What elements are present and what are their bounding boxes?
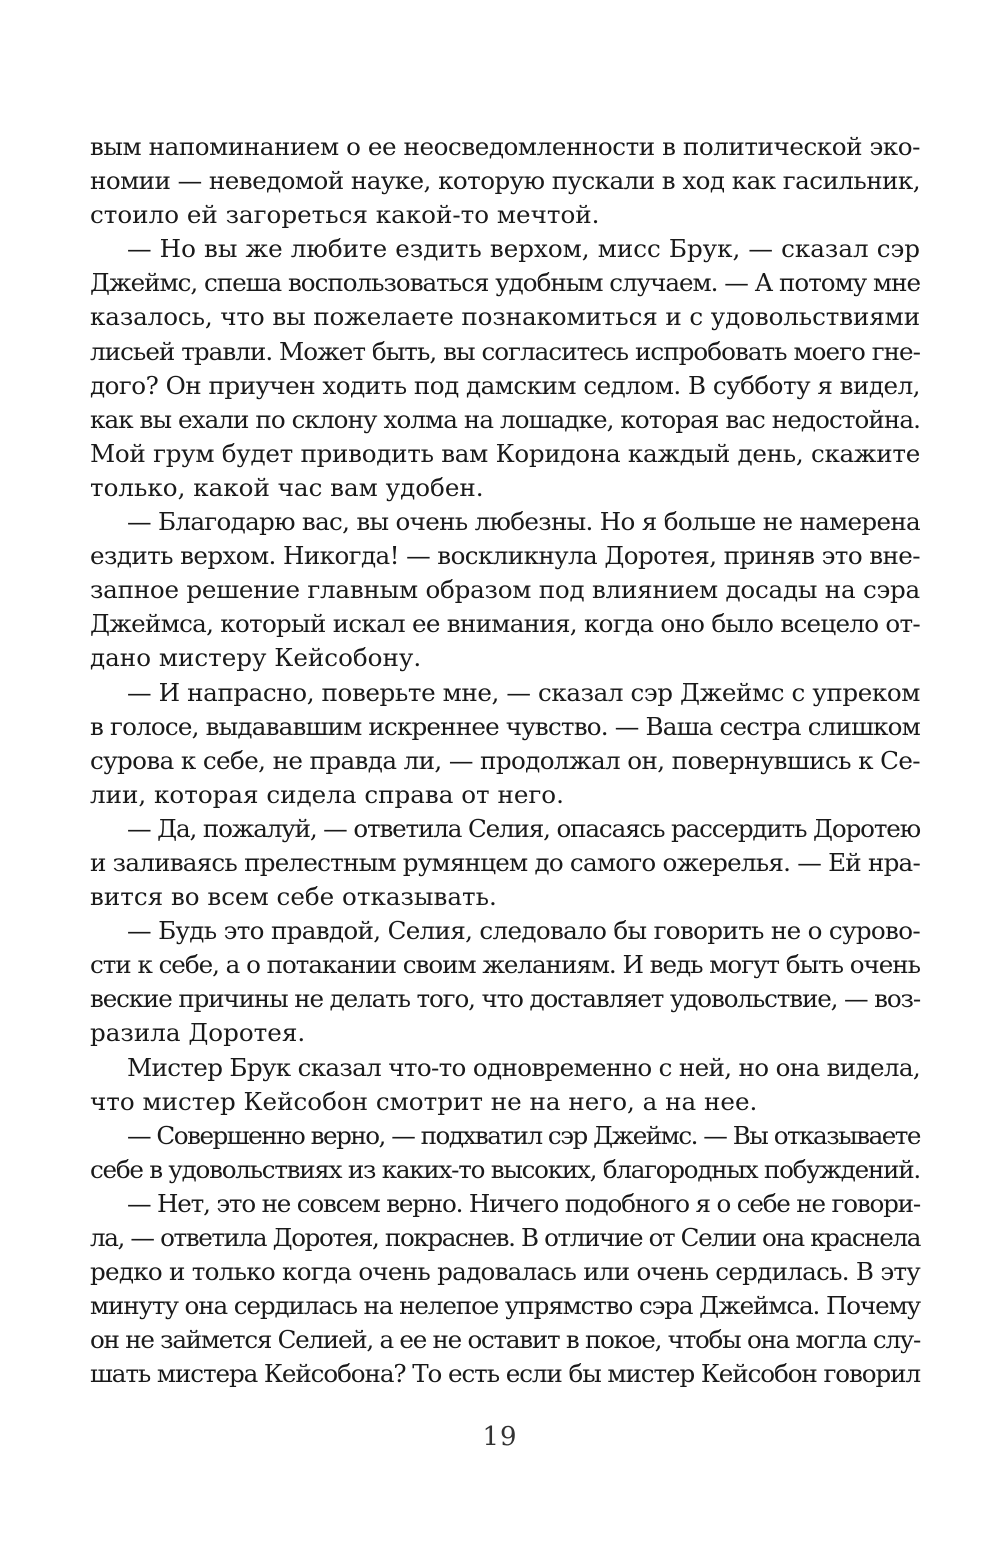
text-line: лии, которая сидела справа от него. <box>90 779 564 809</box>
text-line: только, какой час вам удобен. <box>90 472 484 502</box>
text-line: веские причины не делать того, что доставляет удовольствие, — воз- <box>90 984 920 1014</box>
text-line: дано мистеру Кейсобону. <box>90 643 422 673</box>
text-line: в голосе, выдававшим искреннее чувство. — Ваша сестра слишком <box>90 711 920 741</box>
page-number: 19 <box>482 1422 518 1452</box>
text-line: казалось, что вы пожелаете познакомиться и с удовольствиями <box>90 302 920 332</box>
text-line: сти к себе, а о потакании своим желаниям. И ведь могут быть очень <box>90 950 920 980</box>
text-line: он не займется Селией, а ее не оставит в покое, чтобы она могла слу- <box>90 1325 920 1355</box>
text-line: номии — неведомой науке, которую пускали в ход как гасильник, <box>90 166 920 196</box>
text-line: запное решение главным образом под влиянием досады на сэра <box>90 575 920 605</box>
text-line: Джеймса, который искал ее внимания, когда оно было всецело от- <box>90 609 920 639</box>
text-line: — Совершенно верно, — подхватил сэр Джеймс. — Вы отказываете <box>127 1120 920 1150</box>
text-line: Джеймс, спеша воспользоваться удобным случаем. — А потому мне <box>90 268 920 298</box>
text-line: — Но вы же любите ездить верхом, мисс Брук, — сказал сэр <box>127 234 920 264</box>
text-line: Мой грум будет приводить вам Коридона каждый день, скажите <box>90 438 920 468</box>
text-line: ездить верхом. Никогда! — воскликнула Доротея, приняв это вне- <box>90 541 920 571</box>
body-text <box>90 130 920 1391</box>
text-line: как вы ехали по склону холма на лошадке, которая вас недостойна. <box>90 404 920 434</box>
text-line: разила Доротея. <box>90 1018 306 1048</box>
text-line: — Да, пожалуй, — ответила Селия, опасаясь рассердить Доротею <box>127 813 920 843</box>
text-line: дого? Он приучен ходить под дамским седлом. В субботу я видел, <box>90 370 920 400</box>
text-line: — Благодарю вас, вы очень любезны. Но я больше не намерена <box>127 507 920 537</box>
text-line: вым напоминанием о ее неосведомленности в политической эко- <box>90 132 920 161</box>
text-line: минуту она сердилась на нелепое упрямство сэра Джеймса. Почему <box>90 1291 920 1321</box>
text-line: вится во всем себе отказывать. <box>90 882 497 912</box>
text-line: шать мистера Кейсобона? То есть если бы мистер Кейсобон говорил <box>90 1359 920 1389</box>
text-line: стоило ей загореться какой-то мечтой. <box>90 200 600 230</box>
text-line: себе в удовольствиях из каких-то высоких, благородных побуждений. <box>90 1154 920 1184</box>
text-line: Мистер Брук сказал что-то одновременно с ней, но она видела, <box>127 1052 920 1082</box>
text-line: ла, — ответила Доротея, покраснев. В отличие от Селии она краснела <box>90 1223 920 1252</box>
text-line: — Нет, это не совсем верно. Ничего подобного я о себе не говори- <box>127 1188 920 1218</box>
text-line: — И напрасно, поверьте мне, — сказал сэр Джеймс с упреком <box>127 677 920 707</box>
text-line: и заливаясь прелестным румянцем до самого ожерелья. — Ей нра- <box>90 847 920 877</box>
text-line: сурова к себе, не правда ли, — продолжал он, повернувшись к Се- <box>90 745 920 775</box>
text-line: — Будь это правдой, Селия, следовало бы говорить не о сурово- <box>127 916 920 946</box>
text-line: лисьей травли. Может быть, вы согласитесь испробовать моего гне- <box>90 336 920 366</box>
text-line: что мистер Кейсобон смотрит не на него, а на нее. <box>90 1086 758 1116</box>
text-line: редко и только когда очень радовалась или очень сердилась. В эту <box>90 1257 920 1287</box>
